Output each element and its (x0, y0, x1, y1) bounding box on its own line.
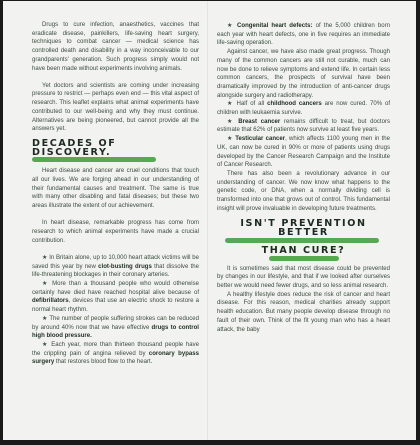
intro-paragraph-1: Drugs to cure infection, anaesthetics, vaccines that eradicate disease, painkillers, life-saving heart surgery, techniques to combat cancer — medical science has controlled death and disability in a way inconceivable to our grandparents' generation. Such progress simply would not have been made without experiments involving animals. (32, 22, 199, 72)
bullet-breast-cancer: ★ Breast cancer remains difficult to treat, but doctors estimate that 62% of patients now survive at least five years. (217, 118, 390, 134)
prevention-paragraph-1: It is sometimes said that most disease could be prevented by changes in our lifestyle, and that if we looked after ourselves better we would need fewer drugs, and so less animal research. (217, 265, 390, 289)
leaflet-page (3, 1, 416, 440)
bullet-bypass-surgery: ★ Each year, more than thirteen thousand people have the crippling pain of angina relieved by coronary bypass surgery that restores blood flow to the heart. (32, 342, 199, 366)
bullet-defibrillators: ★ More than a thousand people who would otherwise certainly have died have reached hospital alive because of defibrillators, devices that use an electric shock to restore a normal heart rhythm. (32, 281, 200, 314)
bullet-testicular-cancer: ★ Testicular cancer, which affects 1100 young men in the UK, can now be cured in 90% or more of patients using drugs developed by the Cancer Research Campaign and the Institute of Cancer Research. (217, 136, 390, 169)
section-heading-prevention-line2 (217, 244, 390, 256)
heading-underline-brush (225, 238, 379, 243)
star-bullet-icon: ★ (227, 101, 237, 108)
right-column (217, 22, 390, 334)
cancer-paragraph: Against cancer, we have also made great progress. Though many of the common cancers are still not curable, much can now be done to relieve symptoms and extend life. In certain less common cancers, the prospects of survival have been dramatically improved by the introduction of anti-cancer drugs alongside surgery and radiotherapy. (217, 49, 390, 99)
decades-paragraph-1: Heart disease and cancer are cruel conditions that touch all our lives. We are forging ahead in our understanding of their fundamental causes and treatment. The same is true with many other disabling and fatal diseases; but these two areas illustrate the extent of our achievement. (32, 168, 199, 210)
star-bullet-icon: ★ (42, 281, 53, 288)
intro-paragraph-2: Yet doctors and scientists are coming under increasing pressure to restrict — perhaps even end — this vital aspect of research. This leaflet explains what animal experiments have contributed to our well-being and why they must continue. Alternatives are being pioneered, but cannot provide all the answers yet. (32, 82, 199, 133)
prevention-paragraph-2: A healthy lifestyle does reduce the risk of cancer and heart disease. For this reason, medical charities already support health education. But many people develop disease through no fault of their own. Think of the fit young man who has a heart attack, the baby (217, 291, 390, 333)
bullet-heart-attack: ★ In Britain alone, up to 10,000 heart attack victims will be saved this year by new clot-busting drugs that dissolve the life-threatening blockages in their coronary arteries. (32, 254, 199, 279)
bullet-blood-pressure: ★ The number of people suffering strokes can be reduced by around 40% now that we have effective drugs to control high blood pressure. (32, 315, 200, 340)
heading-underline-brush (32, 157, 156, 162)
section-heading-decades (32, 137, 199, 158)
heading-line1-text: ISN'T PREVENTION BETTER (240, 218, 367, 239)
section-heading-prevention-line1 (217, 220, 390, 237)
section-heading-text: DECADES OF DISCOVERY. (32, 137, 117, 158)
star-bullet-icon: ★ (42, 254, 50, 261)
star-bullet-icon: ★ (227, 118, 239, 125)
star-bullet-icon: ★ (227, 136, 236, 143)
bullet-childhood-cancers: ★ Half of all childhood cancers are now cured. 70% of children with leukaemia survive. (217, 101, 391, 117)
heading-underline-brush (269, 256, 339, 261)
decades-paragraph-2: In heart disease, remarkable progress has come from research to which animal experiments have made a crucial contribution. (32, 220, 199, 244)
star-bullet-icon: ★ (42, 315, 50, 322)
heading-line2-text: THAN CURE? (261, 244, 346, 256)
left-column (32, 21, 199, 367)
fold-line (207, 1, 208, 440)
star-bullet-icon: ★ (42, 342, 52, 348)
star-bullet-icon: ★ (227, 23, 238, 29)
bullet-congenital: ★ Congenital heart defects: of the 5,000 children born each year with heart defects, one in five requires an immediate life-saving operation. (217, 23, 391, 47)
dna-paragraph: There has also been a revolutionary advance in our understanding of cancer. We now know what happens to the genetic code, or DNA, when a normally dividing cell is transformed into one that grows out of control. This fundamental insight will prove invaluable in developing future treatments. (217, 170, 390, 212)
